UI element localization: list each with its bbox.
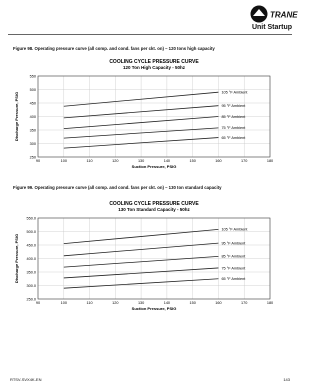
series-label: 65 °F Ambient: [221, 277, 246, 282]
x-tick-label: 110: [86, 159, 93, 163]
series-label: 85 °F Ambient: [221, 254, 246, 259]
series-label: 75 °F Ambient: [221, 126, 246, 131]
y-tick-label: 350.0: [26, 270, 36, 275]
x-tick-label: 170: [241, 159, 248, 163]
y-tick-label: 550: [29, 74, 36, 79]
x-tick-label: 100: [60, 301, 67, 305]
x-tick-label: 150: [189, 301, 196, 305]
x-tick-label: 130: [137, 301, 145, 305]
y-tick-label: 400: [29, 114, 36, 119]
x-tick-label: 180: [266, 301, 274, 305]
chart-subtitle: 130 Ton Standard Capacity - 50hz: [118, 207, 190, 212]
chart-120-ton: [0, 54, 300, 174]
series-label: 95 °F Ambient: [221, 241, 246, 246]
x-tick-label: 90: [35, 159, 41, 163]
y-tick-label: 550.0: [26, 216, 36, 221]
figure-caption-2: Figure 99. Operating pressure curve (all comp. and cond. fans per ckt. on) – 130 ton standard capacity: [13, 185, 222, 190]
x-tick-label: 120: [112, 159, 119, 163]
footer-doc-code: RTSV-SVX4K-EN: [10, 377, 42, 382]
y-tick-label: 300: [29, 141, 36, 146]
logo-text: TRANE: [270, 10, 298, 20]
x-axis-label: Suction Pressure, PSIG: [131, 306, 177, 311]
series-label: 95 °F Ambient: [221, 104, 246, 108]
x-tick-label: 170: [241, 301, 248, 305]
series-label: 65 °F Ambient: [221, 135, 246, 140]
series-label: 105 °F Ambient: [221, 227, 248, 232]
x-tick-label: 160: [215, 301, 222, 305]
x-tick-label: 90: [35, 301, 41, 305]
y-axis-label: Discharge Pressure, PSIG: [14, 233, 19, 284]
x-tick-label: 100: [60, 159, 67, 163]
section-title: Unit Startup: [251, 24, 292, 31]
series-label: 85 °F Ambient: [221, 114, 246, 119]
x-tick-label: 140: [163, 301, 171, 305]
y-tick-label: 500.0: [26, 229, 36, 234]
header-rule: [8, 34, 292, 35]
chart-title: COOLING CYCLE PRESSURE CURVE: [109, 59, 199, 65]
y-tick-label: 500: [29, 87, 36, 92]
x-tick-label: 110: [86, 301, 93, 305]
y-tick-label: 450.0: [26, 243, 36, 248]
x-tick-label: 180: [266, 159, 274, 163]
x-axis-label: Suction Pressure, PSIG: [131, 164, 177, 169]
x-tick-label: 140: [163, 159, 171, 163]
y-axis-label: Discharge Pressure, PSIG: [14, 91, 19, 142]
chart-130-ton: [0, 196, 300, 316]
y-tick-label: 400.0: [26, 256, 36, 261]
trane-logo: [250, 3, 298, 25]
y-tick-label: 350: [29, 128, 36, 133]
y-tick-label: 250: [29, 155, 36, 160]
y-tick-label: 450: [29, 101, 36, 106]
chart-title: COOLING CYCLE PRESSURE CURVE: [109, 201, 199, 207]
chart-subtitle: 120 Ton High Capacity - 50hz: [123, 65, 185, 70]
x-tick-label: 120: [112, 301, 119, 305]
x-tick-label: 130: [137, 159, 145, 163]
series-label: 75 °F Ambient: [221, 266, 246, 271]
series-label: 105 °F Ambient: [221, 90, 248, 95]
y-tick-label: 250.0: [26, 297, 36, 302]
figure-caption-1: Figure 98. Operating pressure curve (all comp. and cond. fans per ckt. on) – 120 tons high capacity: [13, 46, 215, 51]
footer-page-number: 143: [283, 377, 290, 382]
x-tick-label: 160: [215, 159, 222, 163]
y-tick-label: 300.0: [26, 283, 36, 288]
x-tick-label: 150: [189, 159, 196, 163]
